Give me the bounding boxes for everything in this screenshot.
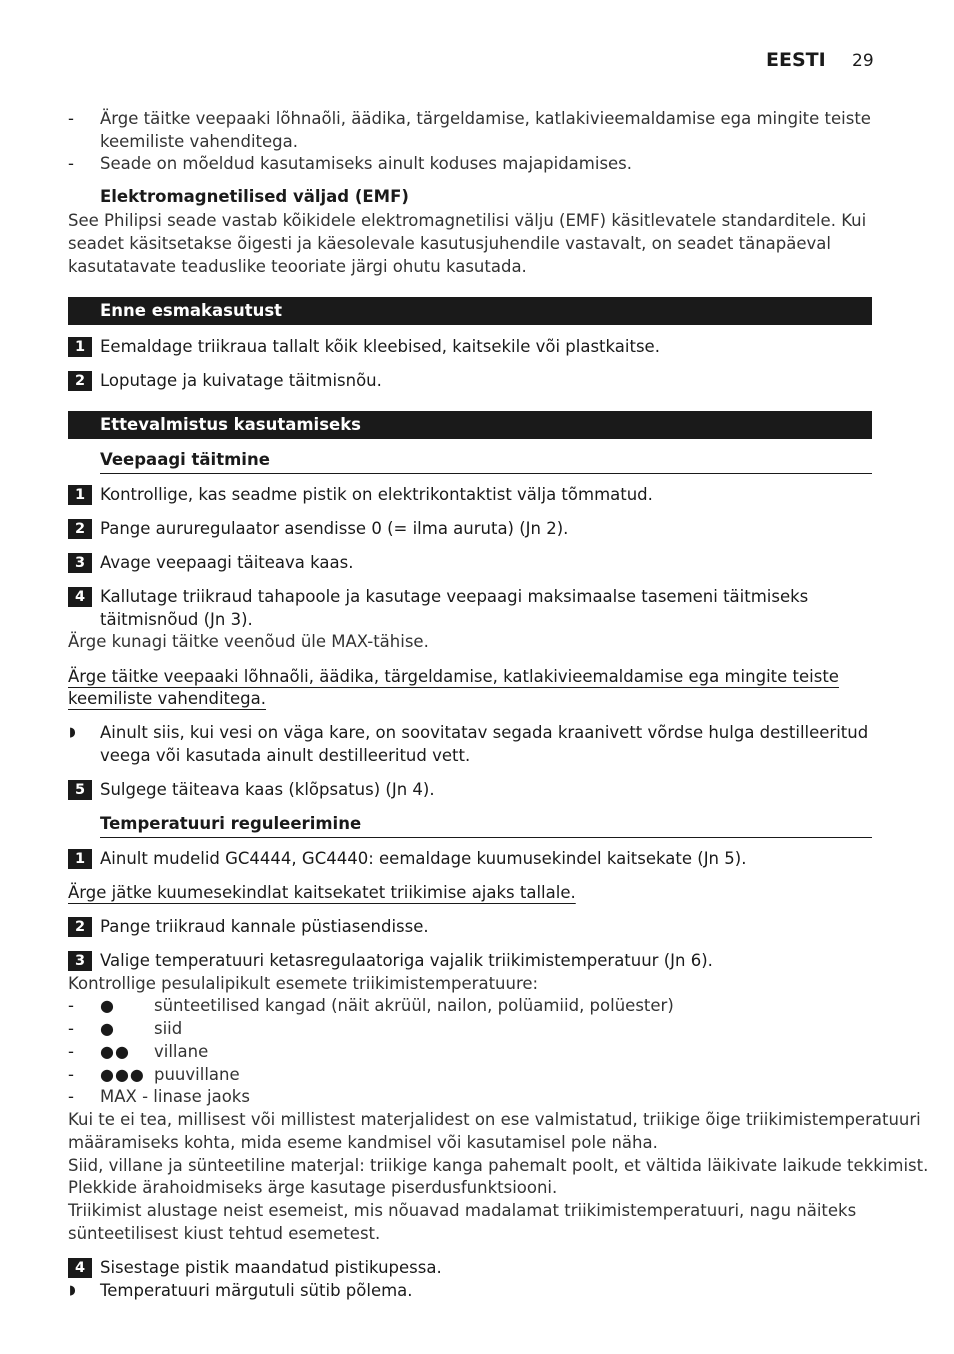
step-text: Sisestage pistik maandatud pistikupessa. bbox=[100, 1258, 442, 1277]
tip-line1: Ainult siis, kui vesi on väga kare, on soovitatav segada kraanivett võrdse hulga destilleeritud bbox=[100, 723, 869, 742]
language-label: EESTI bbox=[766, 49, 826, 71]
section-header-before-first-use: Enne esmakasutust bbox=[68, 297, 872, 325]
emf-text-line1: See Philipsi seade vastab kõikidele elektromagnetilisi välju (EMF) käsitlevatele standarditele. Kui bbox=[68, 211, 867, 230]
step-number: 1 bbox=[68, 485, 92, 505]
step-text: Sulgege täiteava kaas (klõpsatus) (Jn 4). bbox=[100, 780, 435, 799]
setting-label: villane bbox=[154, 1042, 209, 1061]
setting-label: siid bbox=[154, 1019, 183, 1038]
paragraph-1-line2: määramiseks kohta, mida eseme kandmisel või kasutamisel pole näha. bbox=[68, 1133, 658, 1152]
subsection-title-filling: Veepaagi täitmine bbox=[100, 449, 872, 474]
tip-marker-icon: ◗ bbox=[69, 725, 76, 740]
paragraph-2-line1: Siid, villane ja sünteetiline materjal: triikige kanga pahemalt poolt, et vältida läikivate laikude tekkimist. bbox=[68, 1156, 929, 1175]
tip-line2: veega või kasutada ainult destilleeritud vett. bbox=[100, 746, 471, 765]
paragraph-3-line1: Triikimist alustage neist esemeist, mis nõuavad madalamat triikimistemperatuuri, nagu näiteks bbox=[68, 1201, 857, 1220]
dash-marker: - bbox=[68, 1042, 74, 1061]
step-text-line1: Kallutage triikraud tahapoole ja kasutage veepaagi maksimaalse tasemeni täitmiseks bbox=[100, 587, 809, 606]
step-number: 2 bbox=[68, 519, 92, 539]
dash-marker: - bbox=[68, 996, 74, 1015]
step-number: 2 bbox=[68, 371, 92, 391]
intro-item-1-line1: Ärge täitke veepaaki lõhnaõli, äädika, tärgeldamise, katlakivieemaldamise ega mingite teiste bbox=[100, 109, 871, 128]
setting-max: MAX - linase jaoks bbox=[100, 1087, 250, 1106]
dot-setting-icon: ● bbox=[100, 996, 115, 1015]
step-text: Pange triikraud kannale püstiasendisse. bbox=[100, 917, 429, 936]
step-number: 3 bbox=[68, 553, 92, 573]
step-number: 4 bbox=[68, 1258, 92, 1278]
page-number: 29 bbox=[852, 51, 874, 71]
emf-text-line2: seadet käsitsetakse õigesti ja käesolevale kasutusjuhendile vastavalt, on seadet tänapäeval bbox=[68, 234, 831, 253]
setting-label: sünteetilised kangad (näit akrüül, nailon, polüamiid, polüester) bbox=[154, 996, 674, 1015]
emf-title: Elektromagnetilised väljad (EMF) bbox=[100, 187, 409, 206]
result-text: Temperatuuri märgutuli sütib põlema. bbox=[100, 1281, 413, 1300]
warning-cover: Ärge jätke kuumesekindlat kaitsekatet triikimise ajaks tallale. bbox=[68, 883, 576, 902]
section-header-preparation: Ettevalmistus kasutamiseks bbox=[68, 411, 872, 439]
paragraph-1-line1: Kui te ei tea, millisest või millistest materjalidest on ese valmistatud, triikige õige triikimistemperatuuri bbox=[68, 1110, 921, 1129]
dot-setting-icon: ●● bbox=[100, 1042, 130, 1061]
step-text-line2: täitmisnõud (Jn 3). bbox=[100, 610, 253, 629]
step-number: 1 bbox=[68, 337, 92, 357]
subsection-title-temperature: Temperatuuri reguleerimine bbox=[100, 813, 872, 838]
warning-line2: keemiliste vahenditega. bbox=[68, 689, 267, 708]
dash-marker: - bbox=[68, 1087, 74, 1106]
emf-text-line3: kasutatavate teaduslike teooriate järgi ohutu kasutada. bbox=[68, 257, 527, 276]
paragraph-2-line2: Plekkide ärahoidmiseks ärge kasutage piserdusfunktsiooni. bbox=[68, 1178, 558, 1197]
dot-setting-icon: ● bbox=[100, 1019, 115, 1038]
dash-marker: - bbox=[68, 154, 74, 173]
dot-setting-icon: ●●● bbox=[100, 1065, 145, 1084]
step-number: 3 bbox=[68, 951, 92, 971]
intro-item-1-line2: keemiliste vahenditega. bbox=[100, 132, 299, 151]
intro-item-2: Seade on mõeldud kasutamiseks ainult koduses majapidamises. bbox=[100, 154, 633, 173]
dash-marker: - bbox=[68, 109, 74, 128]
note-max-level: Ärge kunagi täitke veenõud üle MAX-tähise. bbox=[68, 632, 429, 651]
setting-label: puuvillane bbox=[154, 1065, 240, 1084]
step-number: 4 bbox=[68, 587, 92, 607]
check-label: Kontrollige pesulalipikult esemete triikimistemperatuure: bbox=[68, 974, 539, 993]
step-text: Loputage ja kuivatage täitmisnõu. bbox=[100, 371, 382, 390]
step-text: Valige temperatuuri ketasregulaatoriga vajalik triikimistemperatuur (Jn 6). bbox=[100, 951, 713, 970]
paragraph-3-line2: sünteetilisest kiust tehtud esemetest. bbox=[68, 1224, 381, 1243]
step-number: 2 bbox=[68, 917, 92, 937]
dash-marker: - bbox=[68, 1019, 74, 1038]
step-number: 1 bbox=[68, 849, 92, 869]
step-text: Ainult mudelid GC4444, GC4440: eemaldage kuumusekindel kaitsekate (Jn 5). bbox=[100, 849, 747, 868]
result-marker-icon: ◗ bbox=[69, 1283, 76, 1298]
step-number: 5 bbox=[68, 780, 92, 800]
step-text: Avage veepaagi täiteava kaas. bbox=[100, 553, 354, 572]
step-text: Eemaldage triikraua tallalt kõik kleebised, kaitsekile või plastkaitse. bbox=[100, 337, 660, 356]
warning-line1: Ärge täitke veepaaki lõhnaõli, äädika, tärgeldamise, katlakivieemaldamise ega mingite teiste bbox=[68, 667, 839, 686]
dash-marker: - bbox=[68, 1065, 74, 1084]
step-text: Pange aururegulaator asendisse 0 (= ilma auruta) (Jn 2). bbox=[100, 519, 569, 538]
step-text: Kontrollige, kas seadme pistik on elektrikontaktist välja tõmmatud. bbox=[100, 485, 653, 504]
